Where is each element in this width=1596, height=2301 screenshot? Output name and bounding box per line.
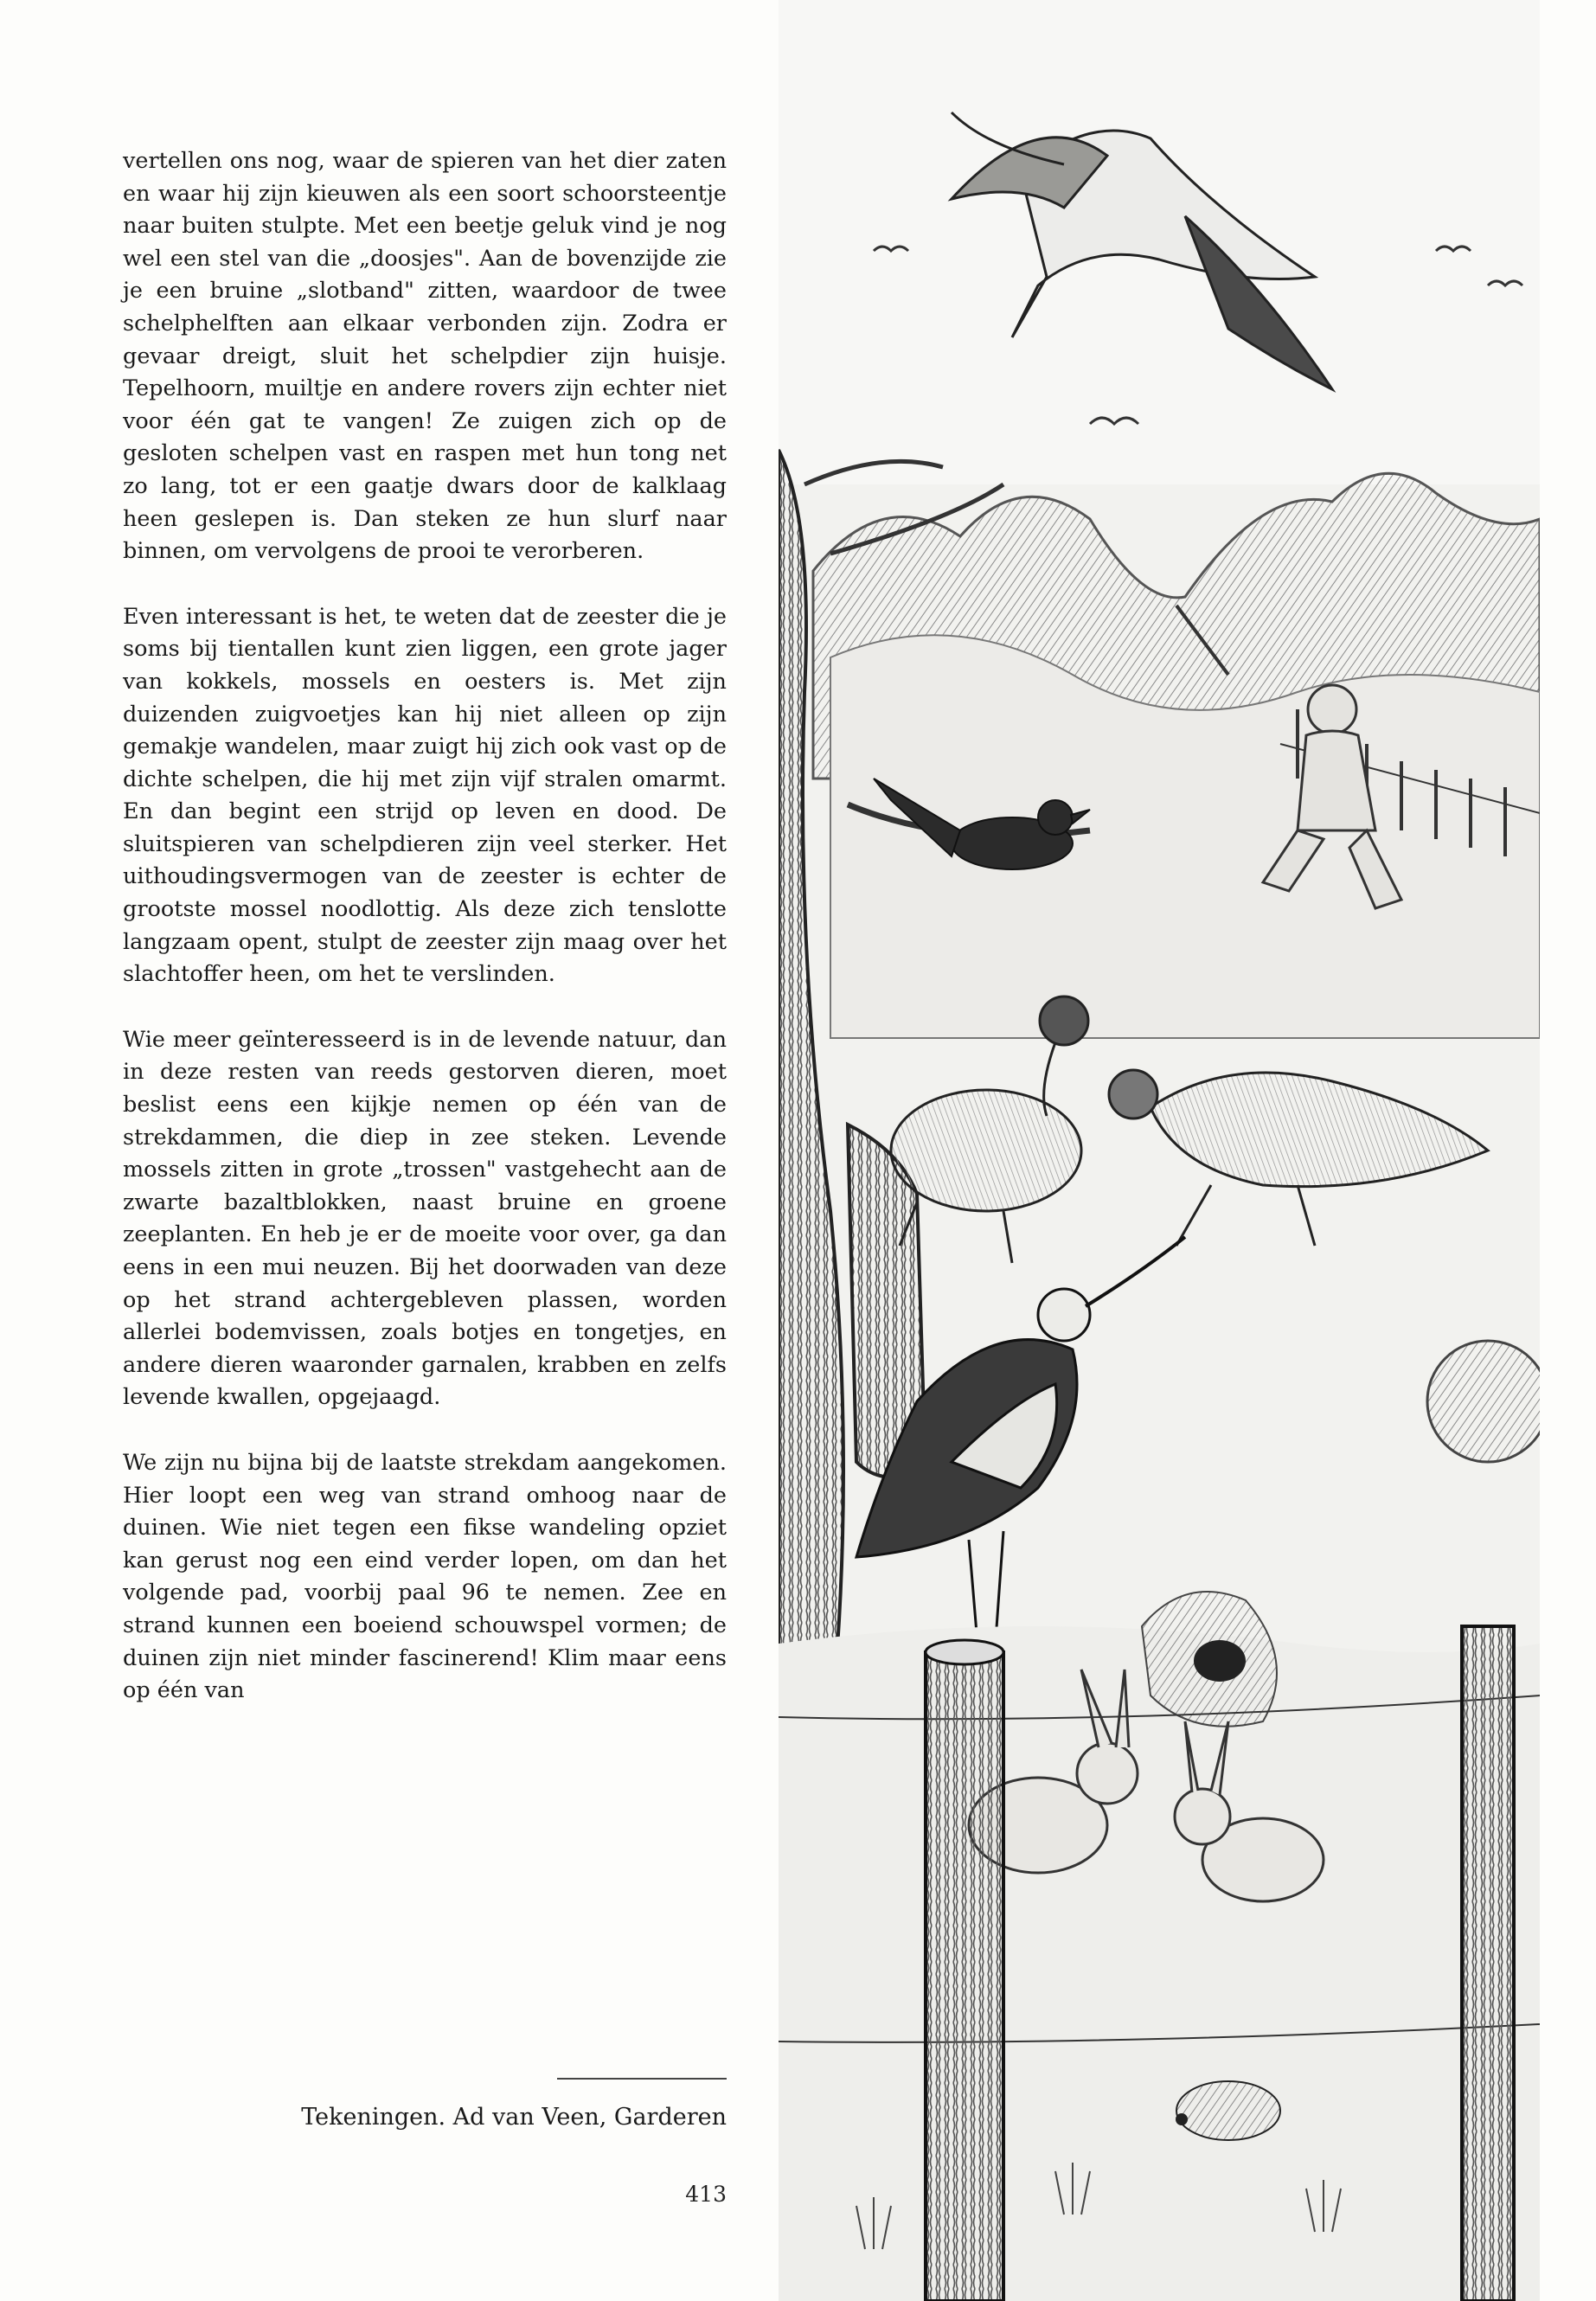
page-number: 413	[685, 2182, 727, 2207]
paragraph-1: vertellen ons nog, waar de spieren van het dier zaten en waar hij zijn kieuwen als een soort schoorsteentje naar buiten stulpte. Met een beetje geluk vind je nog wel een stel van die „doosjes". Aan de bovenzijde zie je een bruine „slotband" zitten, waardoor de twee schelphelften aan elkaar verbonden zijn. Zodra er gevaar dreigt, sluit het schelpdier zijn huisje. Tepelhoorn, muiltje en andere rovers zijn echter niet voor één gat te vangen! Ze zuigen zich op de gesloten schelpen vast en raspen met hun tong net zo lang, tot er een gaatje dwars door de kalklaag heen geslepen is. Dan steken ze hun slurf naar binnen, om vervolgens de prooi te verorberen.	[123, 148, 727, 565]
burrow-hole	[1194, 1640, 1246, 1682]
nature-illustration	[779, 0, 1540, 2301]
shrub	[1427, 1341, 1540, 1462]
illustration-credit: Tekeningen. Ad van Veen, Garderen	[301, 2104, 727, 2131]
paragraph-4: We zijn nu bijna bij de laatste strekdam aangekomen. Hier loopt een weg van strand omhoog naar de duinen. Wie niet tegen een fikse wandeling opziet kan gerust nog een eind verder lopen, om dan het volgende pad, voorbij paal 96 te nemen. Zee en strand kunnen een boeiend schouwspel vormen; de duinen zijn niet minder fascinerend! Klim maar eens op één van	[123, 1449, 727, 1704]
fence-post-right	[1462, 1626, 1514, 2301]
paragraph-2: Even interessant is het, te weten dat de zeester die je soms bij tientallen kunt zien liggen, een grote jager van kokkels, mossels en oesters is. Met zijn duizenden zuigvoetjes kan hij niet alleen op zijn gemakje wandelen, maar zuigt hij zich ook vast op de dichte schelpen, die hij met zijn vijf stralen omarmt. En dan begint een strijd op leven en dood. De sluitspieren van schelpdieren zijn veel sterker. Het uithoudingsvermogen van de zeester is echter de grootste mossel noodlottig. Als deze zich tenslotte langzaam opent, stulpt de zeester zijn maag over het slachtoffer heen, om het te verslinden.	[123, 603, 727, 988]
paragraph-3: Wie meer geïnteresseerd is in de levende natuur, dan in deze resten van reeds gestorven dieren, moet beslist eens een kijkje nemen op één van de strekdammen, die diep in zee steken. Levende mossels zitten in grote „trossen" vastgehecht aan de zwarte bazaltblokken, naast bruine en groene zeeplanten. En heb je er de moeite voor over, ga dan eens in een mui neuzen. Bij het doorwaden van deze op het strand achtergebleven plassen, worden allerlei bodemvissen, zoals botjes en tongetjes, en andere dieren waaronder garnalen, krabben en zelfs levende kwallen, opgejaagd.	[123, 1026, 727, 1411]
credit-divider	[557, 2078, 727, 2080]
fence-post-left	[926, 1652, 1003, 2301]
article-text	[123, 145, 727, 1740]
hedgehog	[1176, 2081, 1280, 2140]
